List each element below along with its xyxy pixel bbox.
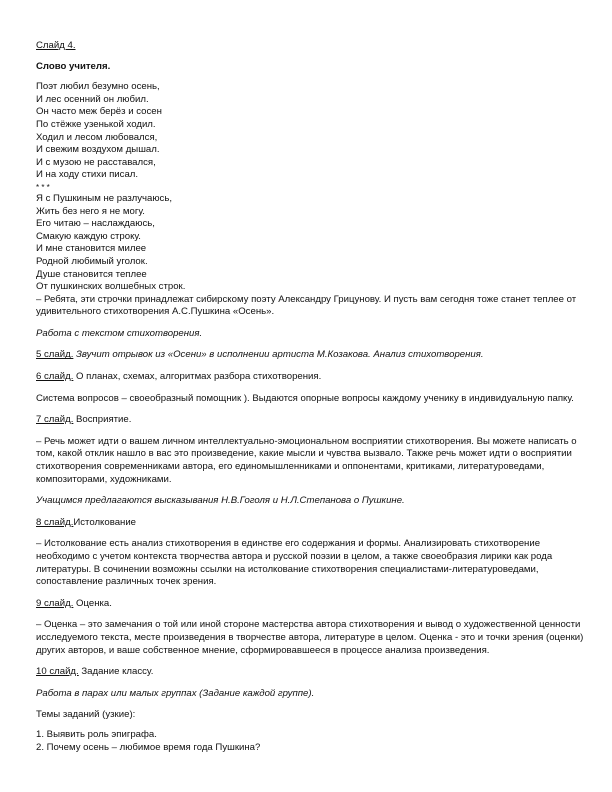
- topics-heading: Темы заданий (узкие):: [36, 709, 136, 721]
- poem-line: Смакую каждую строку.: [36, 230, 141, 242]
- poem-one: [36, 81, 584, 182]
- teacher-word-heading: Слово учителя.: [36, 60, 111, 72]
- poem-line: И мне становится милее: [36, 243, 147, 255]
- slide6-text: О планах, схемах, алгоритмах разбора стихотворения.: [73, 371, 322, 383]
- slide5-text: Звучит отрывок из «Осени» в исполнении артиста М.Козакова. Анализ стихотворения.: [73, 349, 484, 361]
- poem-line: И на ходу стихи писал.: [36, 169, 139, 181]
- slide8-body: – Истолкование есть анализ стихотворения в единстве его содержания и формы. Анализировать стихотворение необходимо с учетом контекста творчества автора и русской поэзии в целом, а также своеобразия лирики как рода литературы. В сочинении возможны ссылки на истолкование стихотворения специалистами-литературоведами, сопоставление различных точек зрения.: [36, 538, 553, 588]
- task-item: 1. Выявить роль эпиграфа.: [36, 728, 157, 740]
- poem-two: [36, 193, 584, 294]
- poem-line: По стёжке узенькой ходил.: [36, 118, 156, 130]
- slide8-line: [36, 517, 584, 530]
- poem-line: Душе становится теплее: [36, 268, 147, 280]
- teacher-closing-paragraph: – Ребята, эти строчки принадлежат сибирскому поэту Александру Грицунову. И пусть вам сегодня тоже станет теплее от удивительного стихотворения А.С.Пушкина «Осень».: [36, 293, 577, 318]
- slide5-line: [36, 349, 584, 362]
- poem-line: Поэт любил безумно осень,: [36, 81, 160, 93]
- poem-line: От пушкинских волшебных строк.: [36, 281, 186, 293]
- slide7-note: Учащимся предлагаются высказывания Н.В.Гоголя и Н.Л.Степанова о Пушкине.: [36, 495, 405, 507]
- poem-line: Родной любимый уголок.: [36, 255, 148, 267]
- stanza-separator: * * *: [36, 182, 50, 192]
- slide7-text: Восприятие.: [73, 414, 132, 426]
- document-page: [36, 40, 584, 754]
- slide6-line: [36, 371, 584, 384]
- slide10-work: Работа в парах или малых группах (Задание каждой группе).: [36, 687, 315, 699]
- slide8-text: Истолкование: [73, 516, 137, 528]
- poem-line: И лес осенний он любил.: [36, 93, 149, 105]
- slide9-label: 9 слайд.: [36, 597, 74, 609]
- poem-line: И свежим воздухом дышал.: [36, 144, 160, 156]
- work-with-text: Работа с текстом стихотворения.: [36, 327, 203, 339]
- poem-line: Его читаю – наслаждаюсь,: [36, 218, 155, 230]
- slide10-line: [36, 666, 584, 679]
- poem-line: Ходил и лесом любовался,: [36, 131, 158, 143]
- poem-line: И с музою не расставался,: [36, 156, 156, 168]
- slide7-label: 7 слайд.: [36, 414, 74, 426]
- task-list: [36, 729, 584, 754]
- slide4-label: Слайд 4.: [36, 40, 76, 51]
- slide9-line: [36, 598, 584, 611]
- slide6-label: 6 слайд.: [36, 371, 74, 383]
- poem-line: Я с Пушкиным не разлучаюсь,: [36, 192, 172, 204]
- slide6-body: Система вопросов – своеобразный помощник ). Выдаются опорные вопросы каждому ученику в индивидуальную папку.: [36, 392, 574, 404]
- slide5-label: 5 слайд.: [36, 349, 74, 361]
- slide7-body: – Речь может идти о вашем личном интеллектуально-эмоциональном восприятии стихотворения. Вы можете написать о том, какой отклик нашло в вас это произведение, какие мысли и чувства вызвало. Также речь может идти о восприятии стихотворения современниками автора, его единомышленниками и оппонентами, критиками, литературоведами, композиторами, художниками.: [36, 435, 577, 485]
- poem-line: Жить без него я не могу.: [36, 205, 145, 217]
- slide10-label: 10 слайд.: [36, 666, 79, 678]
- slide10-text: Задание классу.: [78, 666, 154, 678]
- slide9-body: – Оценка – это замечания о той или иной стороне мастерства автора стихотворения и вывод о художественной ценности исследуемого текста, месте произведения в творчестве автора, литературе в целом. Оценка - это и точки зрения (оценки) других авторов, и ваше собственное мнение, сформировавшееся в процессе анализа произведения.: [36, 619, 584, 656]
- slide7-line: [36, 414, 584, 427]
- slide9-text: Оценка.: [73, 597, 112, 609]
- slide8-label: 8 слайд.: [36, 516, 74, 528]
- task-item: 2. Почему осень – любимое время года Пушкина?: [36, 741, 261, 753]
- poem-line: Он часто меж берёз и сосен: [36, 106, 162, 118]
